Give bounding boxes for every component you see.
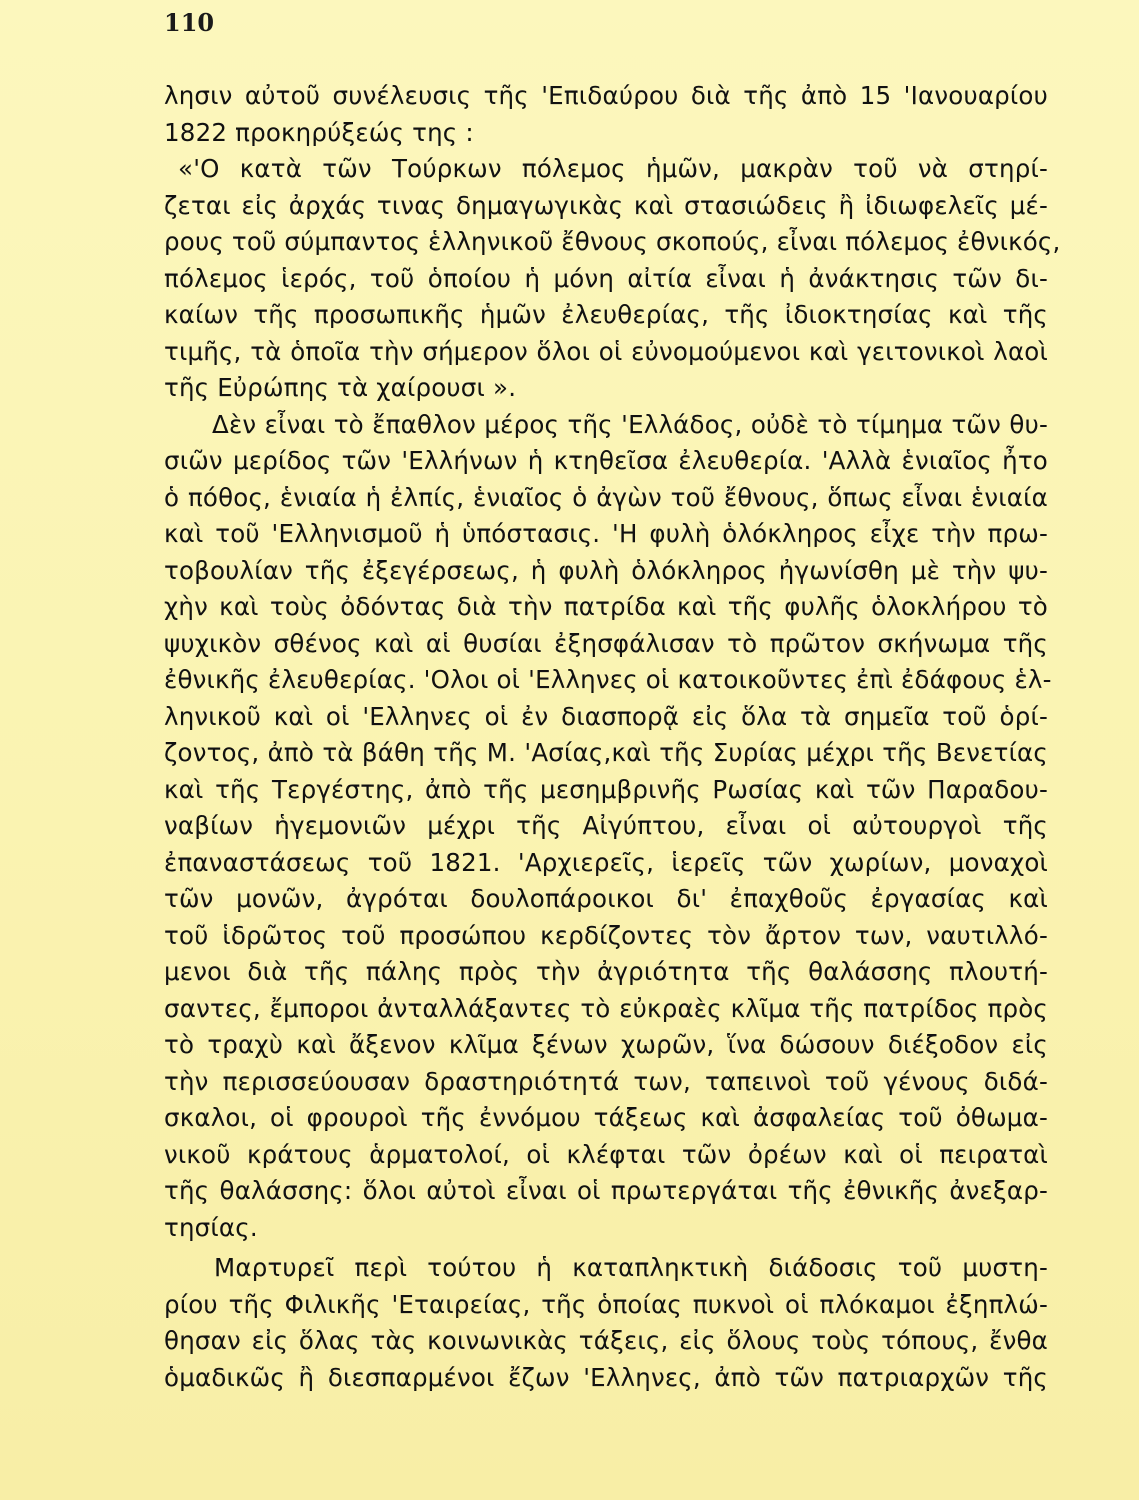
text-line: ρίου τῆς Φιλικῆς 'Εταιρείας, τῆς ὁποίας πυκνοὶ οἱ πλόκαμοι ἐξηπλώ- — [164, 1289, 1048, 1319]
text-line: θησαν εἰς ὅλας τὰς κοινωνικὰς τάξεις, εἰς ὅλους τοὺς τόπους, ἔνθα — [164, 1326, 1048, 1355]
page-number: 110 — [164, 8, 215, 37]
text-line: ζοντος, ἀπὸ τὰ βάθη τῆς Μ. 'Ασίας,καὶ τῆς Συρίας μέχρι τῆς Βενετίας — [164, 738, 1048, 767]
text-line: ὁμαδικῶς ἢ διεσπαρμένοι ἔζων 'Ελληνες, ἀπὸ τῶν πατριαρχῶν τῆς — [164, 1362, 1048, 1392]
paragraph-nation — [164, 407, 1052, 1247]
text-line: τὸ τραχὺ καὶ ἄξενον κλῖμα ξένων χωρῶν, ἵνα δώσουν διέξοδον εἰς — [164, 1030, 1048, 1059]
paragraph-intro — [164, 78, 1048, 151]
text-line: ζεται εἰς ἀρχάς τινας δημαγωγικὰς καὶ στασιώδεις ἢ ἰδιωφελεῖς μέ- — [164, 190, 1048, 220]
text-line: ναβίων ἡγεμονιῶν μέχρι τῆς Αἰγύπτου, εἶναι οἱ αὐτουργοὶ τῆς — [164, 811, 1048, 840]
text-line: πόλεμος ἱερός, τοῦ ὁποίου ἡ μόνη αἰτία εἶναι ἡ ἀνάκτησις τῶν δι- — [164, 263, 1048, 293]
text-line: λησιν αὐτοῦ συνέλευσις τῆς 'Επιδαύρου διὰ τῆς ἀπὸ 15 'Ιανουαρίου — [164, 81, 1048, 110]
text-line: τοβουλίαν τῆς ἐξεγέρσεως, ἡ φυλὴ ὁλόκληρος ἠγωνίσθη μὲ τὴν ψυ- — [164, 555, 1048, 585]
text-line: ληνικοῦ καὶ οἱ 'Ελληνες οἱ ἐν διασπορᾷ εἰς ὅλα τὰ σημεῖα τοῦ ὁρί- — [164, 701, 1048, 731]
text-line: σιῶν μερίδος τῶν 'Ελλήνων ἡ κτηθεῖσα ἐλευθερία. 'Αλλὰ ἑνιαῖος ἦτο — [164, 446, 1048, 475]
text-line: μενοι διὰ τῆς πάλης πρὸς τὴν ἀγριότητα τῆς θαλάσσης πλουτή- — [164, 957, 1048, 986]
text-line: καὶ τοῦ 'Ελληνισμοῦ ἡ ὑπόστασις. 'Η φυλὴ ὁλόκληρος εἶχε τὴν πρω- — [164, 519, 1048, 548]
text-line: καὶ τῆς Τεργέστης, ἀπὸ τῆς μεσημβρινῆς Ρωσίας καὶ τῶν Παραδου- — [164, 774, 1048, 804]
text-line: Μαρτυρεῖ περὶ τούτου ἡ καταπληκτικὴ διάδοσις τοῦ μυστη- — [214, 1253, 1048, 1282]
text-line: τὴν περισσεύουσαν δραστηριότητά των, ταπεινοὶ τοῦ γένους διδά- — [164, 1066, 1048, 1096]
text-line: ἐπαναστάσεως τοῦ 1821. 'Αρχιερεῖς, ἱερεῖς τῶν χωρίων, μοναχοὶ — [164, 847, 1048, 877]
text-line: 1822 προκηρύξεώς της : — [164, 117, 474, 147]
text-line: Δὲν εἶναι τὸ ἔπαθλον μέρος τῆς 'Ελλάδος, οὐδὲ τὸ τίμημα τῶν θυ- — [212, 409, 1048, 439]
paragraph-filiki — [164, 1250, 1048, 1396]
text-line: νικοῦ κράτους ἁρματολοί, οἱ κλέφται τῶν ὀρέων καὶ οἱ πειραταὶ — [164, 1139, 1048, 1169]
text-line: τῶν μονῶν, ἀγρόται δουλοπάροικοι δι' ἐπαχθοῦς ἐργασίας καὶ — [164, 884, 1048, 913]
paragraph-quote — [164, 151, 1061, 407]
text-line: τησίας. — [164, 1212, 258, 1242]
text-line: καίων τῆς προσωπικῆς ἡμῶν ἐλευθερίας, τῆς ἰδιοκτησίας καὶ τῆς — [164, 300, 1048, 329]
body-text — [164, 78, 1061, 1396]
text-line: ρους τοῦ σύμπαντος ἑλληνικοῦ ἔθνους σκοπούς, εἶναι πόλεμος ἐθνικός, — [164, 227, 1061, 256]
text-line: τιμῆς, τὰ ὁποῖα τὴν σήμερον ὅλοι οἱ εὐνομούμενοι καὶ γειτονικοὶ λαοὶ — [164, 336, 1048, 366]
text-line: τῆς Εὐρώπης τὰ χαίρουσι ». — [164, 373, 517, 402]
text-line: σαντες, ἔμποροι ἀνταλλάξαντες τὸ εὐκραὲς κλῖμα τῆς πατρίδος πρὸς — [164, 993, 1048, 1023]
text-line: τῆς θαλάσσης: ὅλοι αὐτοὶ εἶναι οἱ πρωτεργάται τῆς ἐθνικῆς ἀνεξαρ- — [164, 1176, 1048, 1205]
text-line: σκαλοι, οἱ φρουροὶ τῆς ἐννόμου τάξεως καὶ ἀσφαλείας τοῦ ὀθωμα- — [164, 1103, 1048, 1132]
text-line: χὴν καὶ τοὺς ὀδόντας διὰ τὴν πατρίδα καὶ τῆς φυλῆς ὁλοκλήρου τὸ — [164, 592, 1048, 621]
text-line: ὁ πόθος, ἑνιαία ἡ ἐλπίς, ἑνιαῖος ὁ ἀγὼν τοῦ ἔθνους, ὅπως εἶναι ἑνιαία — [164, 482, 1048, 512]
text-line: ψυχικὸν σθένος καὶ αἱ θυσίαι ἐξησφάλισαν τὸ πρῶτον σκήνωμα τῆς — [164, 628, 1048, 658]
text-line: τοῦ ἱδρῶτος τοῦ προσώπου κερδίζοντες τὸν ἄρτον των, ναυτιλλό- — [164, 920, 1048, 950]
text-line: ἐθνικῆς ἐλευθερίας. 'Ολοι οἱ 'Ελληνες οἱ κατοικοῦντες ἐπὶ ἐδάφους ἑλ- — [164, 665, 1052, 694]
text-line: «'Ο κατὰ τῶν Τούρκων πόλεμος ἡμῶν, μακρὰν τοῦ νὰ στηρί- — [178, 154, 1048, 183]
